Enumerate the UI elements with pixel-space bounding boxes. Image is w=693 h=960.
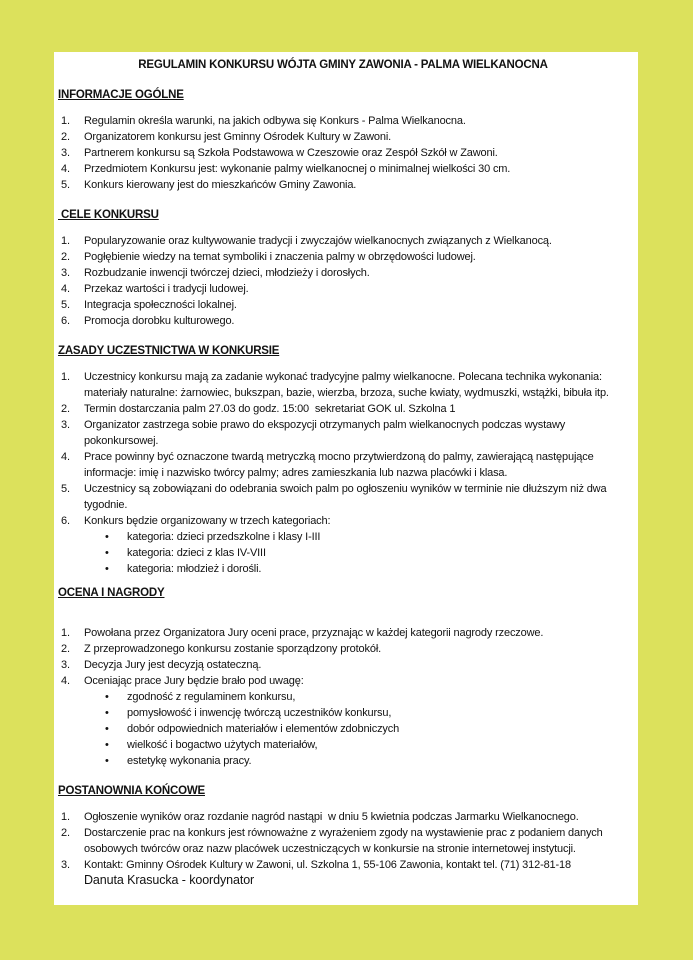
list-item xyxy=(58,825,628,857)
bullet-item-text: kategoria: dzieci z klas IV-VIII xyxy=(127,547,266,559)
section-list xyxy=(58,625,628,769)
bullet-item xyxy=(84,529,628,545)
bullet-item-text: estetykę wykonania pracy. xyxy=(127,755,252,767)
list-item-text: Ogłoszenie wyników oraz rozdanie nagród nastąpi w dniu 5 kwietnia podczas Jarmarku Wielkanocnego. xyxy=(84,811,579,823)
list-item xyxy=(58,857,628,873)
section-informacje-ogolne xyxy=(58,87,628,193)
bullet-item-text: dobór odpowiednich materiałów i elementów zdobniczych xyxy=(127,723,400,735)
bullet-item-text: pomysłowość i inwencję twórczą uczestników konkursu, xyxy=(127,707,392,719)
bullet-item xyxy=(84,545,628,561)
bullet-item xyxy=(84,753,628,769)
bullet-item-text: zgodność z regulaminem konkursu, xyxy=(127,691,296,703)
bullet-item-text: kategoria: dzieci przedszkolne i klasy I-III xyxy=(127,531,321,543)
bullet-item xyxy=(84,721,628,737)
list-item-text: Uczestnicy konkursu mają za zadanie wykonać tradycyjne palmy wielkanocne. Polecana technika wykonania: materiały naturalne: żarnowiec, bukszpan, bazie, wierzba, brzoza, suche kwiaty, wydmuszki, wstążki, bibuła itp. xyxy=(84,371,609,399)
list-item xyxy=(58,265,628,281)
list-item-text: Oceniając prace Jury będzie brało pod uwagę: xyxy=(84,675,304,687)
list-item-text: Partnerem konkursu są Szkoła Podstawowa w Czeszowie oraz Zespół Szkół w Zawoni. xyxy=(84,147,498,159)
list-item xyxy=(58,641,628,657)
section-list xyxy=(58,369,628,577)
list-item-text: Rozbudzanie inwencji twórczej dzieci, młodzieży i dorosłych. xyxy=(84,267,370,279)
list-item xyxy=(58,657,628,673)
list-item-text: Pogłębienie wiedzy na temat symboliki i znaczenia palmy w obrzędowości ludowej. xyxy=(84,251,476,263)
list-item xyxy=(58,313,628,329)
list-item-text: Organizator zastrzega sobie prawo do ekspozycji otrzymanych palm wielkanocnych podczas wystawy pokonkursowej. xyxy=(84,419,569,447)
bullet-item-text: wielkość i bogactwo użytych materiałów, xyxy=(127,739,318,751)
list-item-text: Powołana przez Organizatora Jury oceni prace, przyznając w każdej kategorii nagrody rzeczowe. xyxy=(84,627,544,639)
section-list xyxy=(58,113,628,193)
section-postanowienia-koncowe xyxy=(58,783,628,873)
section-zasady-uczestnictwa xyxy=(58,343,628,577)
list-item xyxy=(58,145,628,161)
list-item-text: Dostarczenie prac na konkurs jest równoważne z wyrażeniem zgody na wystawienie prac z podaniem danych osobowych twórców oraz nazw placówek uczestniczących w konkursie na stronie internetowej instytucji. xyxy=(84,827,606,855)
list-item-text: Przekaz wartości i tradycji ludowej. xyxy=(84,283,249,295)
list-item xyxy=(58,513,628,577)
list-item xyxy=(58,481,628,513)
list-item-text: Przedmiotem Konkursu jest: wykonanie palmy wielkanocnej o minimalnej wielkości 30 cm. xyxy=(84,163,511,175)
signature: Danuta Krasucka - koordynator xyxy=(84,873,255,887)
bullet-item xyxy=(84,737,628,753)
list-item xyxy=(58,401,628,417)
bullet-list xyxy=(84,689,628,769)
list-item-text: Regulamin określa warunki, na jakich odbywa się Konkurs - Palma Wielkanocna. xyxy=(84,115,466,127)
list-item-text: Z przeprowadzonego konkursu zostanie sporządzony protokół. xyxy=(84,643,382,655)
list-item-text: Integracja społeczności lokalnej. xyxy=(84,299,237,311)
list-item-text: Kontakt: Gminny Ośrodek Kultury w Zawoni, ul. Szkolna 1, 55-106 Zawonia, kontakt tel. (71) 312-81-18 xyxy=(84,859,571,871)
document-title: REGULAMIN KONKURSU WÓJTA GMINY ZAWONIA - PALMA WIELKANOCNA xyxy=(138,59,548,71)
list-item xyxy=(58,129,628,145)
section-list xyxy=(58,233,628,329)
bullet-item xyxy=(84,689,628,705)
list-item-text: Konkurs kierowany jest do mieszkańców Gminy Zawonia. xyxy=(84,179,357,191)
list-item xyxy=(58,233,628,249)
list-item xyxy=(58,673,628,769)
list-item-text: Termin dostarczania palm 27.03 do godz. 15:00 sekretariat GOK ul. Szkolna 1 xyxy=(84,403,456,415)
section-heading: POSTANOWNIA KOŃCOWE xyxy=(58,785,205,797)
bullet-item-text: kategoria: młodzież i dorośli. xyxy=(127,563,262,575)
list-item xyxy=(58,249,628,265)
list-item xyxy=(58,281,628,297)
list-item-text: Promocja dorobku kulturowego. xyxy=(84,315,235,327)
list-item xyxy=(58,625,628,641)
section-heading: ZASADY UCZESTNICTWA W KONKURSIE xyxy=(58,345,280,357)
list-item-text: Organizatorem konkursu jest Gminny Ośrodek Kultury w Zawoni. xyxy=(84,131,392,143)
list-item xyxy=(58,177,628,193)
section-list xyxy=(58,809,628,873)
bullet-item xyxy=(84,705,628,721)
document-page xyxy=(54,52,638,905)
bullet-list xyxy=(84,529,628,577)
list-item xyxy=(58,297,628,313)
section-heading: INFORMACJE OGÓLNE xyxy=(58,89,184,101)
list-item-text: Uczestnicy są zobowiązani do odebrania swoich palm po ogłoszeniu wyników w terminie nie dłuższym niż dwa tygodnie. xyxy=(84,483,610,511)
bullet-item xyxy=(84,561,628,577)
list-item xyxy=(58,369,628,401)
section-cele-konkursu xyxy=(58,207,628,329)
section-heading: OCENA I NAGRODY xyxy=(58,587,165,599)
list-item xyxy=(58,161,628,177)
list-item xyxy=(58,449,628,481)
list-item xyxy=(58,417,628,449)
list-item-text: Decyzja Jury jest decyzją ostateczną. xyxy=(84,659,262,671)
section-ocena-i-nagrody xyxy=(58,585,628,769)
list-item xyxy=(58,809,628,825)
section-heading: CELE KONKURSU xyxy=(58,209,159,221)
list-item-text: Popularyzowanie oraz kultywowanie tradycji i zwyczajów wielkanocnych związanych z Wielkanocą. xyxy=(84,235,552,247)
list-item-text: Konkurs będzie organizowany w trzech kategoriach: xyxy=(84,515,331,527)
list-item-text: Prace powinny być oznaczone twardą metryczką mocno przytwierdzoną do palmy, zawierającą następujące informacje: imię i nazwisko twórcy palmy; adres zamieszkania lub nazwa placówki i klasa. xyxy=(84,451,597,479)
list-item xyxy=(58,113,628,129)
